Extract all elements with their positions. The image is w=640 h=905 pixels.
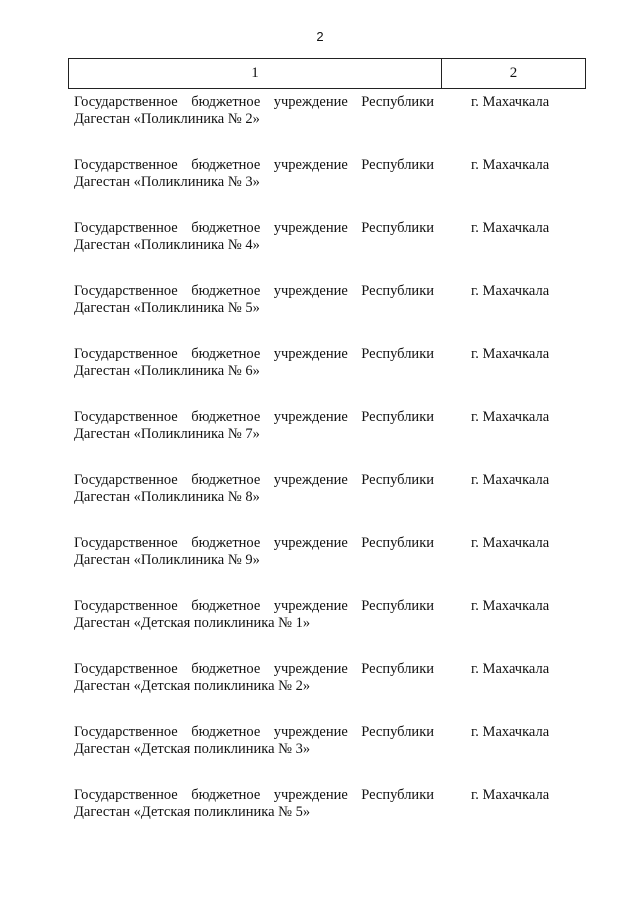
institution-city: г. Махачкала — [471, 157, 550, 173]
table-row — [74, 346, 574, 409]
institution-name-line1: Государственное бюджетное учреждение Республики — [74, 661, 434, 677]
institution-name-line1: Государственное бюджетное учреждение Республики — [74, 787, 434, 803]
column-header-2: 2 — [509, 65, 518, 81]
institution-city: г. Махачкала — [471, 598, 550, 614]
table-row — [74, 220, 574, 283]
institution-name — [74, 220, 434, 254]
institution-name — [74, 94, 434, 128]
table-row — [74, 661, 574, 724]
institution-name-line1: Государственное бюджетное учреждение Республики — [74, 157, 434, 173]
table-header — [68, 58, 586, 89]
institution-city: г. Махачкала — [471, 472, 550, 488]
institution-name-line2: Дагестан «Детская поликлиника № 1» — [74, 615, 311, 631]
table-row — [74, 724, 574, 787]
table-row — [74, 535, 574, 598]
table-row — [74, 94, 574, 157]
institution-name — [74, 409, 434, 443]
institution-city: г. Махачкала — [471, 283, 550, 299]
institution-name — [74, 787, 434, 821]
institution-name-line1: Государственное бюджетное учреждение Республики — [74, 535, 434, 551]
institution-name-line1: Государственное бюджетное учреждение Республики — [74, 409, 434, 425]
institution-name-line2: Дагестан «Поликлиника № 5» — [74, 300, 260, 316]
institution-name-line1: Государственное бюджетное учреждение Республики — [74, 472, 434, 488]
table-row — [74, 598, 574, 661]
table-row — [74, 283, 574, 346]
table-row — [74, 787, 574, 850]
institution-name — [74, 724, 434, 758]
institution-name-line2: Дагестан «Поликлиника № 4» — [74, 237, 260, 253]
institution-name-line2: Дагестан «Поликлиника № 7» — [74, 426, 260, 442]
institution-name-line2: Дагестан «Поликлиника № 2» — [74, 111, 260, 127]
institution-city: г. Махачкала — [471, 220, 550, 236]
institution-name-line1: Государственное бюджетное учреждение Республики — [74, 283, 434, 299]
institution-city: г. Махачкала — [471, 787, 550, 803]
institution-name — [74, 598, 434, 632]
institution-city: г. Махачкала — [471, 724, 550, 740]
institution-name-line2: Дагестан «Детская поликлиника № 2» — [74, 678, 311, 694]
table-row — [74, 157, 574, 220]
institution-name-line1: Государственное бюджетное учреждение Республики — [74, 220, 434, 236]
institution-name — [74, 661, 434, 695]
institution-city: г. Махачкала — [471, 409, 550, 425]
institution-name-line2: Дагестан «Поликлиника № 9» — [74, 552, 260, 568]
institution-name — [74, 157, 434, 191]
institution-name-line1: Государственное бюджетное учреждение Республики — [74, 346, 434, 362]
institution-name-line2: Дагестан «Поликлиника № 6» — [74, 363, 260, 379]
institution-name-line2: Дагестан «Детская поликлиника № 5» — [74, 804, 311, 820]
table-row — [74, 472, 574, 535]
institution-city: г. Махачкала — [471, 346, 550, 362]
institution-name-line2: Дагестан «Поликлиника № 8» — [74, 489, 260, 505]
institution-name-line2: Дагестан «Поликлиника № 3» — [74, 174, 260, 190]
institution-name-line2: Дагестан «Детская поликлиника № 3» — [74, 741, 311, 757]
institution-list — [74, 94, 574, 850]
column-header-1: 1 — [69, 59, 442, 88]
institution-name — [74, 472, 434, 506]
institution-name — [74, 283, 434, 317]
institution-name-line1: Государственное бюджетное учреждение Республики — [74, 94, 434, 110]
institution-name-line1: Государственное бюджетное учреждение Республики — [74, 724, 434, 740]
institution-city: г. Махачкала — [471, 661, 550, 677]
page-number: 2 — [316, 29, 324, 44]
institution-city: г. Махачкала — [471, 94, 550, 110]
institution-city: г. Махачкала — [471, 535, 550, 551]
institution-name — [74, 346, 434, 380]
table-row — [74, 409, 574, 472]
institution-name-line1: Государственное бюджетное учреждение Республики — [74, 598, 434, 614]
institution-name — [74, 535, 434, 569]
